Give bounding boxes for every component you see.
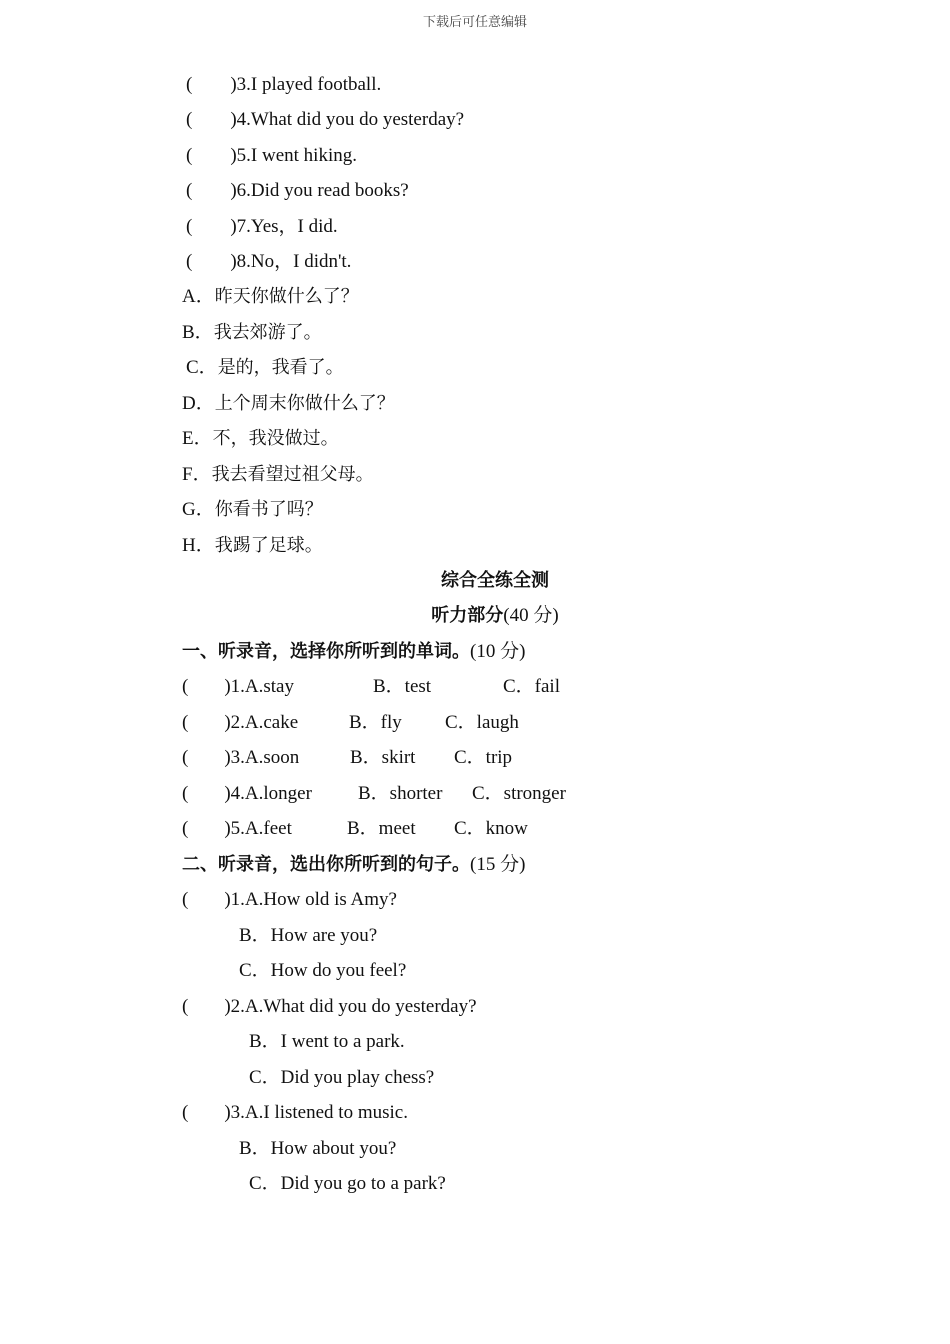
option-text: 是的，我看了。 <box>217 357 344 378</box>
matching-option <box>186 357 344 379</box>
option-text: 昨天你做什么了？ <box>214 286 359 307</box>
question-option-c: C．Did you go to a park? <box>249 1173 446 1194</box>
option-letter: H． <box>182 535 215 556</box>
question-option-b: B．shorter <box>358 783 443 804</box>
question-option-c: C．Did you play chess? <box>249 1067 435 1088</box>
matching-option <box>182 322 322 344</box>
question-option-b: B．How about you? <box>239 1138 397 1159</box>
paren-open: ( <box>186 180 193 201</box>
question-option-a: )3.A.soon <box>224 747 300 768</box>
paren-close: ) <box>230 216 237 237</box>
option-text: 不，我没做过。 <box>212 428 339 449</box>
matching-option <box>182 286 359 308</box>
option-text: 你看书了吗？ <box>214 499 323 520</box>
matching-item-text: 5.I went hiking. <box>236 145 357 166</box>
paren-open: ( <box>186 145 193 166</box>
matching-option <box>182 499 323 521</box>
paren-close: ) <box>230 145 237 166</box>
question-option-b: B．test <box>373 676 432 697</box>
question-option-a: )1.A.stay <box>224 676 294 697</box>
matching-item <box>186 216 338 238</box>
paren-open: ( <box>186 109 193 130</box>
question-option-a: )5.A.feet <box>224 818 292 839</box>
paren-open: ( <box>186 74 193 95</box>
question-option-a: )1.A.How old is Amy? <box>224 889 397 910</box>
option-letter: A． <box>182 286 215 307</box>
question-option-b: B．fly <box>349 712 402 733</box>
option-text: 我去看望过祖父母。 <box>211 464 374 485</box>
section1-question: ( )1.A.stay <box>182 676 294 697</box>
question-option-a: )4.A.longer <box>224 783 312 804</box>
section1-heading: 一、听录音，选择你所听到的单词。(10 分) <box>182 641 526 662</box>
matching-item-text: 8.No，I didn't. <box>236 251 352 272</box>
matching-option <box>182 428 339 450</box>
option-letter: F． <box>182 464 212 485</box>
matching-item <box>186 145 357 167</box>
option-text: 我去郊游了。 <box>213 322 322 343</box>
matching-item-text: 7.Yes，I did. <box>236 216 338 237</box>
question-option-c: C．How do you feel? <box>239 960 407 981</box>
paren-close: ) <box>230 74 237 95</box>
section2-question: ( )2.A.What did you do yesterday? <box>182 996 477 1017</box>
paren-open: ( <box>186 251 193 272</box>
option-letter: C． <box>186 357 218 378</box>
matching-item <box>186 109 464 131</box>
section2-question: ( )3.A.I listened to music. <box>182 1102 408 1123</box>
option-text: 我踢了足球。 <box>214 535 323 556</box>
matching-item-text: 3.I played football. <box>236 74 382 95</box>
option-letter: E． <box>182 428 213 449</box>
matching-item <box>186 180 409 202</box>
test-title: 综合全练全测 <box>441 570 549 591</box>
listening-title: 听力部分(40 分) <box>431 605 559 626</box>
header-note: 下载后可任意编辑 <box>422 15 527 30</box>
matching-item-text: 4.What did you do yesterday? <box>236 109 465 130</box>
question-option-b: B．meet <box>347 818 416 839</box>
option-text: 上个周末你做什么了？ <box>214 393 395 414</box>
section1-question: ( )4.A.longer <box>182 783 312 804</box>
question-option-b: B．I went to a park. <box>249 1031 405 1052</box>
option-letter: D． <box>182 393 215 414</box>
question-option-c: C．stronger <box>472 783 566 804</box>
question-option-c: C．know <box>454 818 528 839</box>
question-option-a: )2.A.cake <box>224 712 299 733</box>
matching-item <box>186 251 351 273</box>
section1-question: ( )2.A.cake <box>182 712 299 733</box>
section2-heading: 二、听录音，选出你所听到的句子。(15 分) <box>182 854 526 875</box>
question-option-a: )3.A.I listened to music. <box>224 1102 408 1123</box>
paren-close: ) <box>230 251 237 272</box>
question-option-c: C．laugh <box>445 712 519 733</box>
matching-option <box>182 393 395 415</box>
question-option-b: B．How are you? <box>239 925 378 946</box>
section1-question: ( )5.A.feet <box>182 818 292 839</box>
matching-item <box>186 74 381 96</box>
option-letter: B． <box>182 322 214 343</box>
question-option-c: C．trip <box>454 747 513 768</box>
paren-close: ) <box>230 180 237 201</box>
paren-close: ) <box>230 109 237 130</box>
option-letter: G． <box>182 499 215 520</box>
paren-open: ( <box>186 216 193 237</box>
question-option-c: C．fail <box>503 676 560 697</box>
section2-question: ( )1.A.How old is Amy? <box>182 889 397 910</box>
question-option-a: )2.A.What did you do yesterday? <box>224 996 477 1017</box>
matching-item-text: 6.Did you read books? <box>236 180 409 201</box>
section1-question: ( )3.A.soon <box>182 747 300 768</box>
question-option-b: B．skirt <box>350 747 416 768</box>
matching-option <box>182 535 323 557</box>
matching-option <box>182 464 374 486</box>
